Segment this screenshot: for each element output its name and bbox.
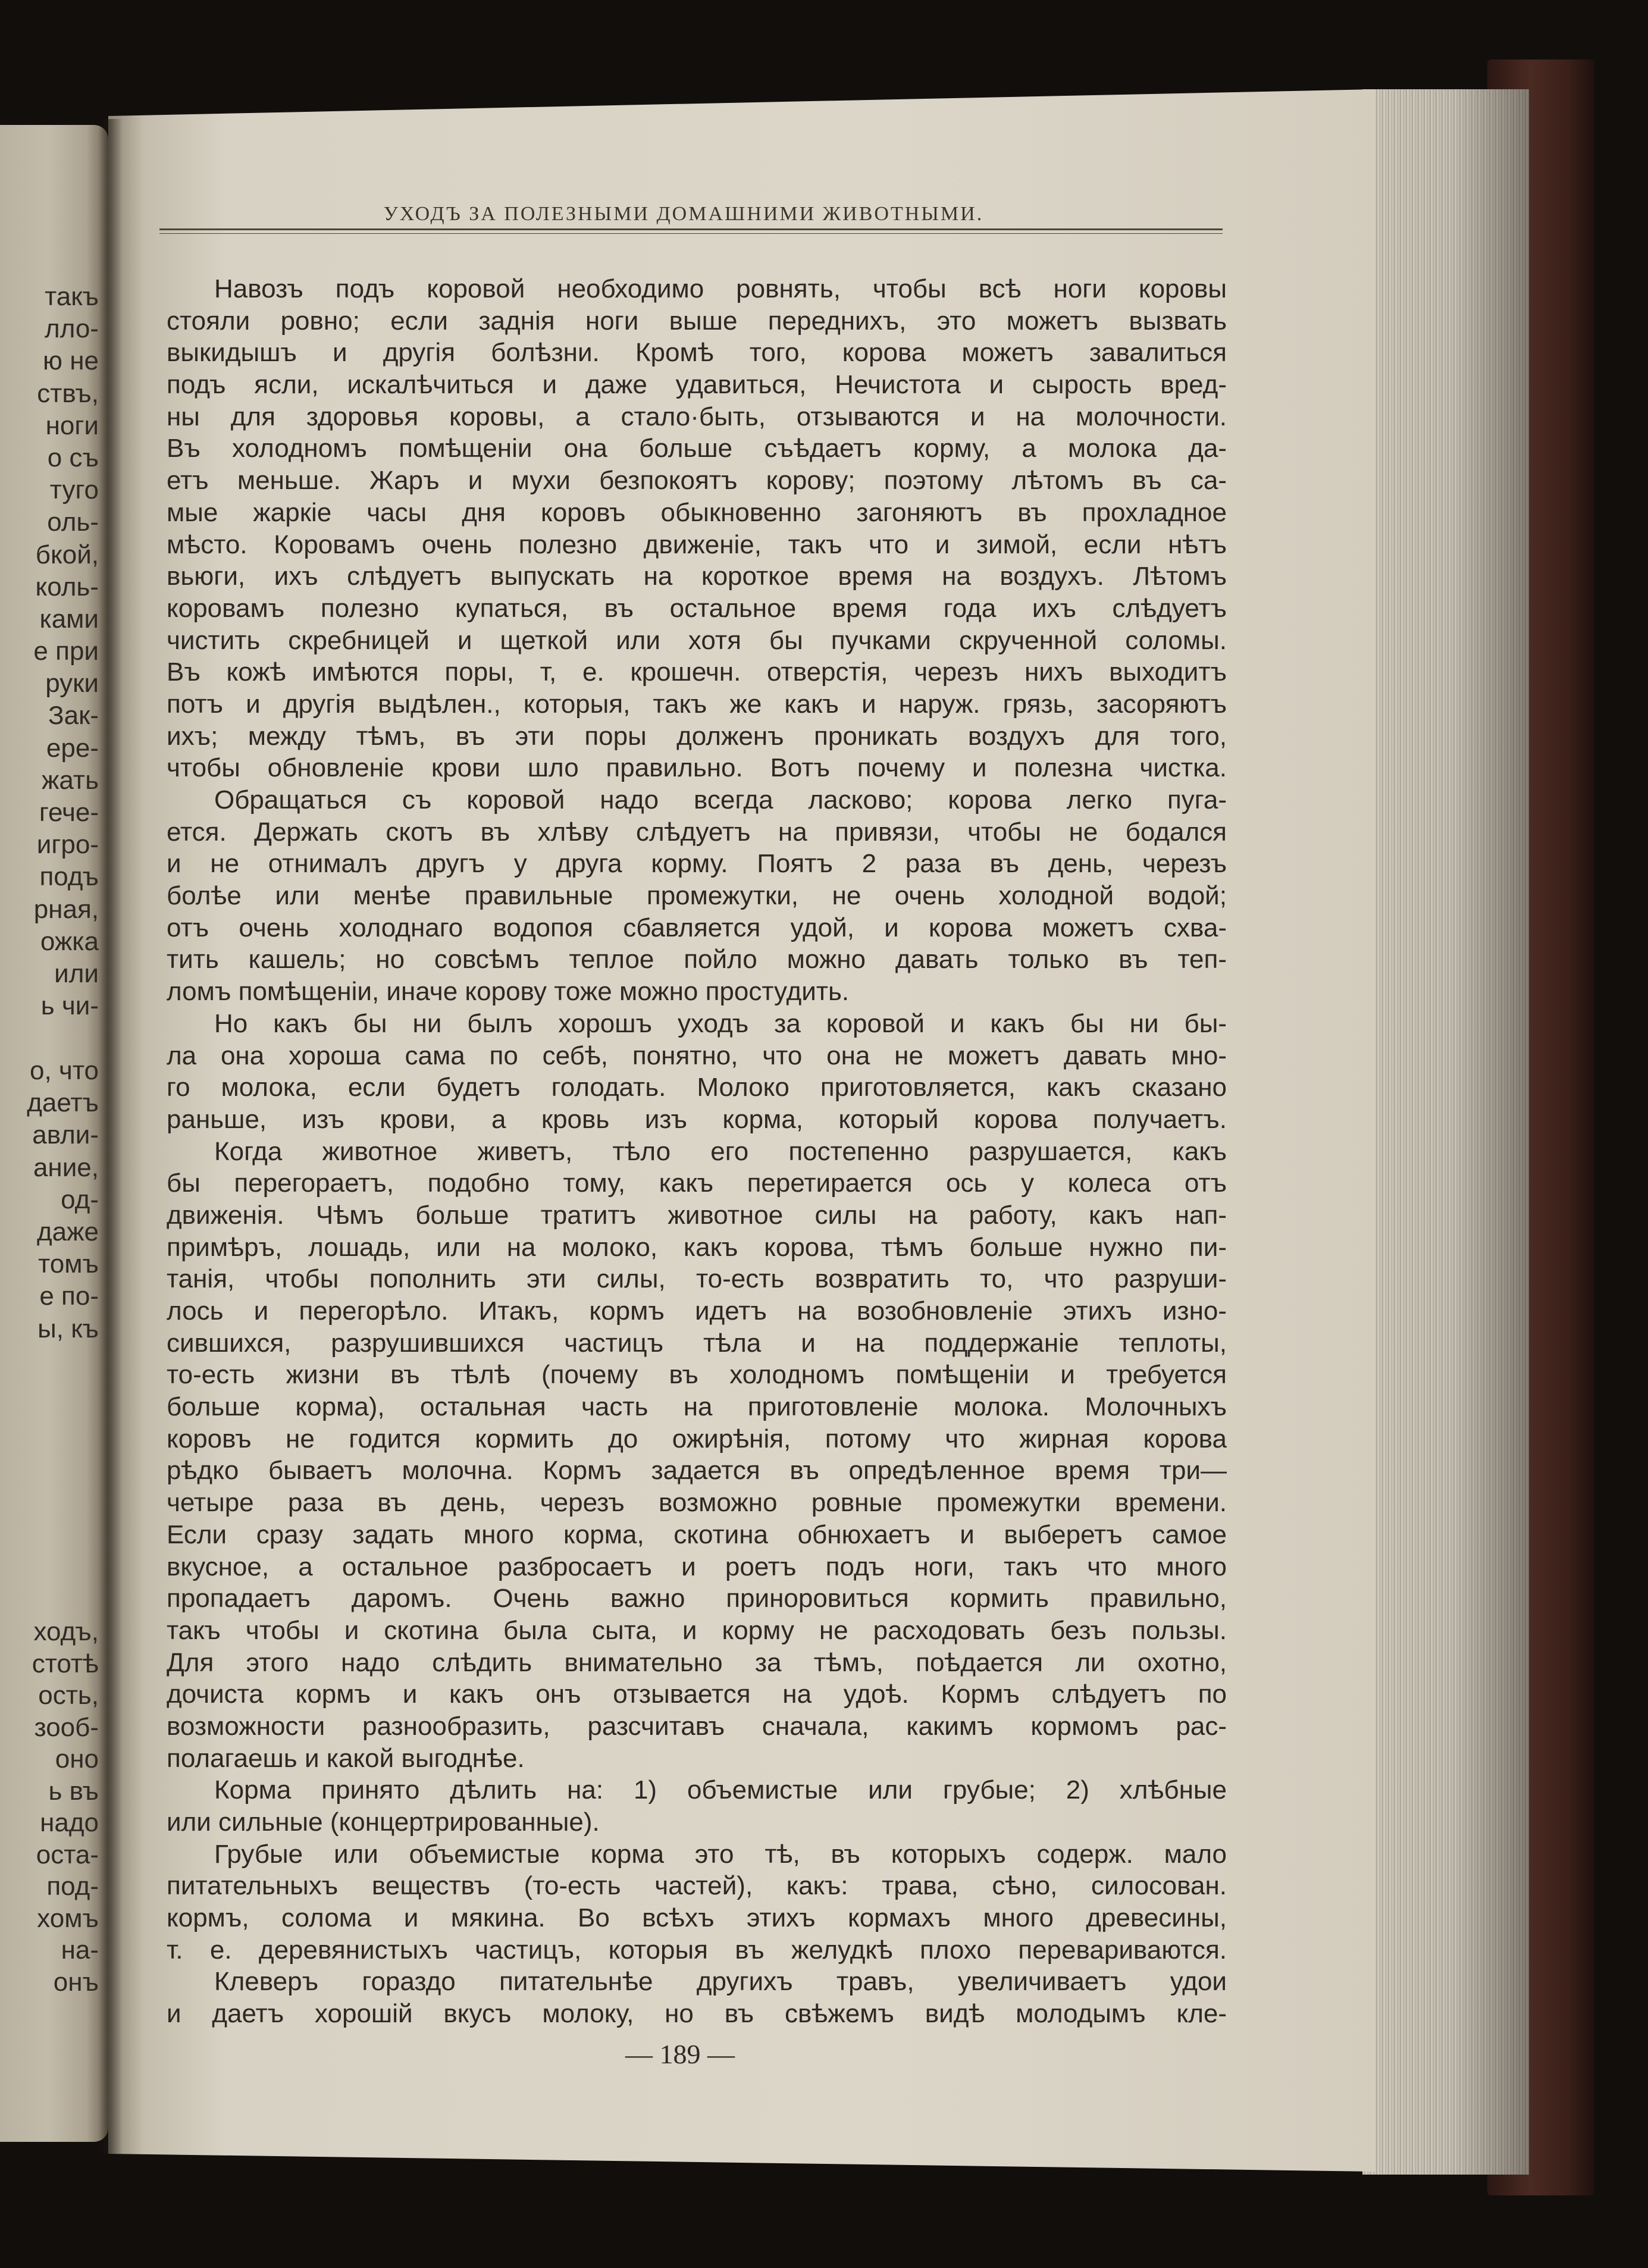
text-line: го молока, если будетъ голодать. Молоко приготовляется, какъ сказано	[167, 1073, 1227, 1102]
fragment-line: бкой,	[35, 540, 99, 569]
fragment-line: даже	[36, 1217, 99, 1246]
fragment-line: ходъ,	[33, 1617, 99, 1646]
text-line: мѣсто. Коровамъ очень полезно движеніе, такъ что и зимой, если нѣтъ	[167, 530, 1227, 559]
paragraph	[167, 784, 1227, 1008]
fragment-line: коль-	[35, 572, 99, 602]
paragraph	[167, 1966, 1227, 2029]
fragment-line: авли-	[32, 1120, 99, 1150]
fragment-line: онъ	[53, 1967, 99, 1997]
fragment-line: е при	[33, 637, 99, 666]
paragraph	[167, 1838, 1227, 1966]
text-line: раньше, изъ крови, а кровь изъ корма, который корова получаетъ.	[167, 1104, 1227, 1134]
text-line: Обращаться съ коровой надо всегда ласково; корова легко пуга-	[214, 785, 1227, 815]
fragment-line: ками	[39, 604, 99, 634]
text-line: вьюги, ихъ слѣдуетъ выпускать на короткое время на воздухъ. Лѣтомъ	[167, 562, 1227, 591]
text-line: мые жаркіе часы дня коровъ обыкновенно загоняютъ въ прохладное	[167, 497, 1227, 527]
text-line: возможности разнообразить, разсчитавъ сначала, какимъ кормомъ рас-	[167, 1711, 1227, 1741]
fragment-line: туго	[49, 475, 99, 505]
text-line: танія, чтобы пополнить эти силы, то-есть возвратить то, что разруши-	[167, 1264, 1227, 1294]
text-line: Грубые или объемистые корма это тѣ, въ которыхъ содерж. мало	[214, 1839, 1227, 1869]
fragment-line: даетъ	[27, 1088, 99, 1118]
fragment-line: надо	[40, 1808, 99, 1837]
paragraph	[167, 1008, 1227, 1136]
fragment-line: оно	[55, 1744, 99, 1774]
text-line: сившихся, разрушившихся частицъ тѣла и на поддержаніе теплоты,	[167, 1328, 1227, 1358]
fragment-line: о съ	[47, 443, 99, 472]
text-line: чистить скребницей и щеткой или хотя бы пучками скрученной соломы.	[167, 625, 1227, 655]
fragment-line: ание,	[33, 1152, 99, 1182]
text-line: Навозъ подъ коровой необходимо ровнять, чтобы всѣ ноги коровы	[214, 274, 1227, 303]
text-line: тить кашель; но совсѣмъ теплое пойло можно давать только въ теп-	[167, 945, 1227, 975]
left-page-fragments	[0, 1616, 99, 1998]
fragment-line: зооб-	[34, 1712, 99, 1742]
text-line: Въ холодномъ помѣщеніи она больше съѣдаетъ корму, а молока да-	[167, 434, 1227, 463]
fragment-line: жать	[41, 765, 99, 795]
text-line: пропадаетъ даромъ. Очень важно приноровиться кормить правильно,	[167, 1584, 1227, 1614]
text-line: чтобы обновленіе крови шло правильно. Вотъ почему и полезна чистка.	[167, 753, 1227, 783]
text-line: коровамъ полезно купаться, въ остальное время года ихъ слѣдуетъ	[167, 593, 1227, 623]
page-edges	[1362, 89, 1529, 2175]
fragment-line: ноги	[45, 411, 99, 440]
text-line: дочиста кормъ и какъ онъ отзывается на удоѣ. Кормъ слѣдуетъ по	[167, 1680, 1227, 1709]
running-title: УХОДЪ ЗА ПОЛЕЗНЫМИ ДОМАШНИМИ ЖИВОТНЫМИ.	[383, 203, 984, 225]
fragment-line: ы, къ	[37, 1314, 99, 1343]
text-line: т. е. деревянистыхъ частицъ, которыя въ желудкѣ плохо перевариваются.	[167, 1935, 1227, 1965]
fragment-line: или	[54, 958, 99, 988]
fragment-line: на-	[61, 1935, 99, 1965]
text-line: Когда животное живетъ, тѣло его постепенно разрушается, какъ	[214, 1136, 1227, 1166]
text-line: и не отнималъ другъ у друга корму. Поятъ 2 раза въ день, черезъ	[167, 849, 1227, 879]
text-line: Въ кожѣ имѣются поры, т, е. крошечн. отверстія, черезъ нихъ выходитъ	[167, 657, 1227, 687]
fragment-line: ере-	[46, 733, 99, 763]
text-line: больше корма), остальная часть на приготовленіе молока. Молочныхъ	[167, 1392, 1227, 1422]
fragment-line: хомъ	[37, 1903, 99, 1933]
text-line: такъ чтобы и скотина была сыта, и корму не расходовать безъ пользы.	[167, 1615, 1227, 1645]
paragraph	[167, 1136, 1227, 1775]
text-line: четыре раза въ день, черезъ возможно ровные промежутки времени.	[167, 1488, 1227, 1518]
header-rule	[159, 228, 1223, 234]
text-line: и даетъ хорошій вкусъ молоку, но въ свѣжемъ видѣ молодымъ кле-	[167, 1999, 1227, 2029]
paragraph	[167, 273, 1227, 784]
text-line: ла она хороша сама по себѣ, понятно, что она не можетъ давать мно-	[167, 1041, 1227, 1070]
fragment-line: игро-	[36, 830, 99, 860]
text-line: ны для здоровья коровы, а стало·быть, отзываются и на молочности.	[167, 402, 1227, 431]
text-line: потъ и другія выдѣлен., которыя, такъ же какъ и наруж. грязь, засоряютъ	[167, 689, 1227, 719]
fragment-line: е по-	[39, 1282, 99, 1311]
fragment-line: рная,	[33, 894, 99, 924]
fragment-line: ю не	[43, 346, 99, 376]
text-line: полагаешь и какой выгоднѣе.	[167, 1743, 525, 1773]
fragment-line: такъ	[45, 282, 99, 311]
fragment-line: томъ	[38, 1249, 99, 1279]
fragment-line: ствъ,	[37, 378, 99, 408]
text-line: ется. Держать скотъ въ хлѣву слѣдуетъ на привязи, чтобы не бодался	[167, 817, 1227, 847]
fragment-line: оста-	[36, 1840, 99, 1869]
text-line: Но какъ бы ни былъ хорошъ уходъ за коровой и какъ бы ни бы-	[214, 1008, 1227, 1038]
text-line: етъ меньше. Жаръ и мухи безпокоятъ корову; поэтому лѣтомъ въ са-	[167, 466, 1227, 496]
text-line: коровъ не годится кормить до ожирѣнія, потому что жирная корова	[167, 1424, 1227, 1453]
spine-shadow	[99, 119, 123, 2154]
text-line: Корма принято дѣлить на: 1) объемистые или грубые; 2) хлѣбные	[214, 1775, 1227, 1805]
page-number: — 189 —	[625, 2039, 735, 2069]
fragment-line: Зак-	[48, 701, 99, 731]
fragment-line: гече-	[39, 798, 99, 827]
text-line: или сильные (концертрированные).	[167, 1807, 600, 1837]
text-line: Клеверъ гораздо питательнѣе другихъ травъ, увеличиваетъ удои	[214, 1967, 1227, 1997]
fragment-line: о, что	[30, 1056, 99, 1085]
text-line: Если сразу задать много корма, скотина обнюхаетъ и выберетъ самое	[167, 1520, 1227, 1549]
fragment-line: ь въ	[48, 1776, 99, 1806]
text-line: болѣе или менѣе правильные промежутки, не очень холодной водой;	[167, 881, 1227, 911]
text-line: ихъ; между тѣмъ, въ эти поры долженъ проникать воздухъ для того,	[167, 721, 1227, 751]
text-line: вкусное, а остальное разбросаетъ и роетъ подъ ноги, такъ что много	[167, 1552, 1227, 1581]
text-line: ломъ помѣщеніи, иначе корову тоже можно простудить.	[167, 977, 850, 1007]
paragraph	[167, 1774, 1227, 1838]
fragment-line: ость,	[38, 1681, 99, 1710]
text-line: выкидышъ и другія болѣзни. Кромѣ того, корова можетъ завалиться	[167, 338, 1227, 368]
fragment-line: лло-	[45, 314, 99, 344]
text-line: кормъ, солома и мякина. Во всѣхъ этихъ кормахъ много древесины,	[167, 1903, 1227, 1933]
fragment-line: од-	[61, 1185, 99, 1214]
fragment-line: под-	[46, 1872, 99, 1901]
text-line: движенія. Чѣмъ больше тратитъ животное силы на работу, какъ нап-	[167, 1200, 1227, 1230]
text-line: стояли ровно; если заднія ноги выше переднихъ, это можетъ вызвать	[167, 306, 1227, 336]
left-page-fragments	[0, 281, 99, 1022]
page-body	[167, 273, 1227, 2030]
text-line: примѣръ, лошадь, или на молоко, какъ корова, тѣмъ больше нужно пи-	[167, 1232, 1227, 1262]
left-page-fragments	[0, 1055, 99, 1345]
fragment-line: подъ	[39, 862, 99, 892]
fragment-line: ь чи-	[40, 991, 99, 1021]
text-line: бы перегораетъ, подобно тому, какъ перетирается ось у колеса отъ	[167, 1169, 1227, 1198]
fragment-line: руки	[45, 669, 99, 698]
text-line: то-есть жизни въ тѣлѣ (почему въ холодномъ помѣщеніи и требуется	[167, 1360, 1227, 1390]
text-line: лось и перегорѣло. Итакъ, кормъ идетъ на возобновленіе этихъ изно-	[167, 1296, 1227, 1326]
text-line: рѣдко бываетъ молочна. Кормъ задается въ опредѣленное время три—	[167, 1456, 1227, 1486]
fragment-line: ожка	[40, 926, 99, 956]
fragment-line: оль-	[47, 508, 99, 537]
text-line: отъ очень холоднаго водопоя сбавляется удой, и корова можетъ схва-	[167, 913, 1227, 942]
text-line: подъ ясли, искалѣчиться и даже удавиться, Нечистота и сырость вред-	[167, 370, 1227, 400]
text-line: Для этого надо слѣдить внимательно за тѣмъ, поѣдается ли охотно,	[167, 1647, 1227, 1677]
text-line: питательныхъ веществъ (то-есть частей), какъ: трава, сѣно, силосован.	[167, 1871, 1227, 1901]
fragment-line: стотѣ	[32, 1649, 99, 1678]
